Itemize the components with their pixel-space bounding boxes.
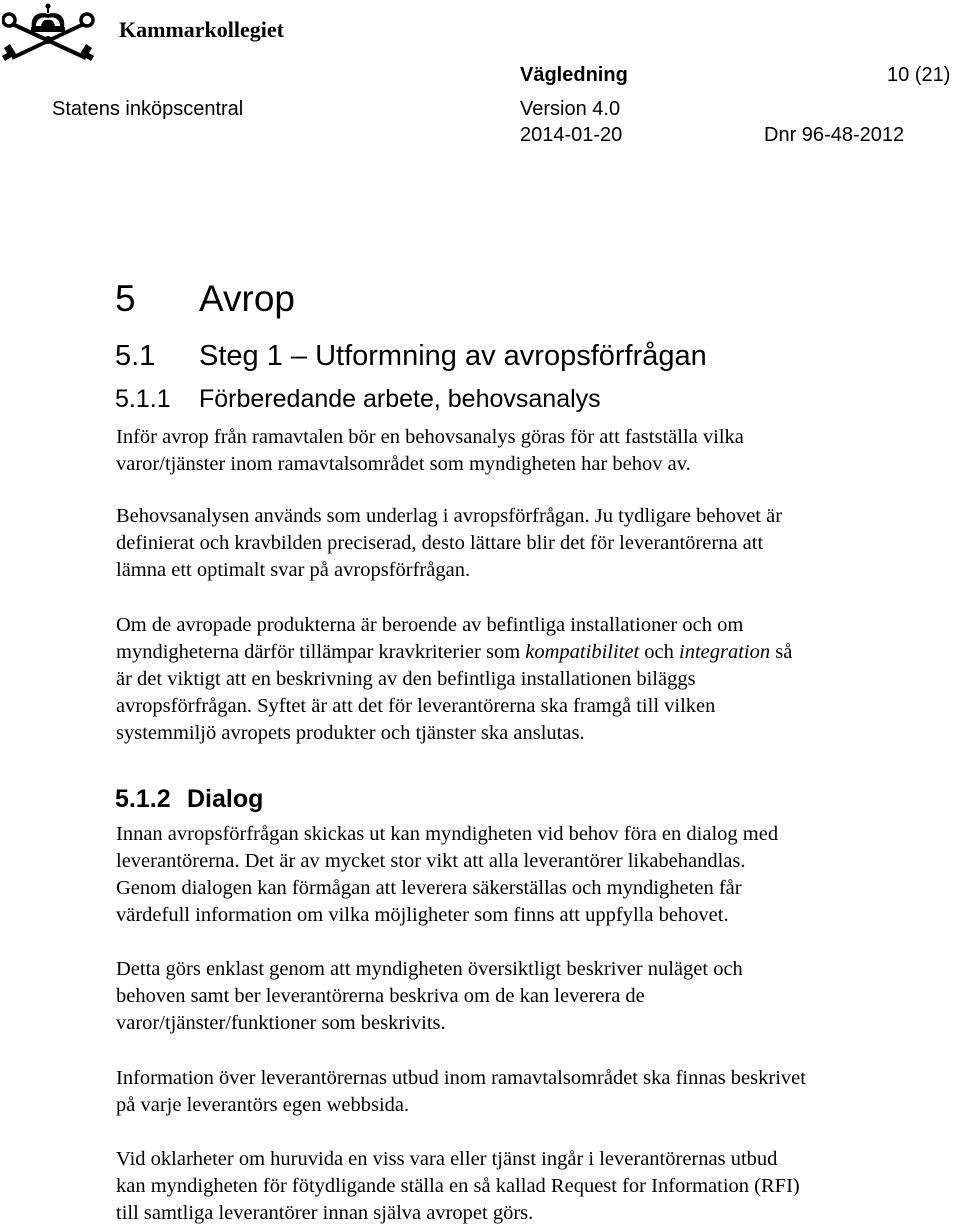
text-run: och [639,641,680,663]
text-line: Inför avrop från ramavtalen bör en behovsanalys göras för att fastställa vilka [116,426,744,448]
reference-number: Dnr 96-48-2012 [764,124,905,146]
heading-1-text: Avrop [199,278,295,319]
text-line [116,639,792,666]
document-date: 2014-01-20 [520,124,623,146]
organization-name: Kammarkollegiet [119,17,284,42]
heading-3-behovsanalys [115,385,601,414]
text-line: Vid oklarheter om huruvida en viss vara eller tjänst ingår i leverantörernas utbud [116,1148,778,1170]
text-line: avropsförfrågan. Syftet är att det för leverantörerna ska framgå till vilken [116,695,716,717]
heading-2-text: Steg 1 – Utformning av avropsförfrågan [199,340,707,372]
heading-3-number: 5.1.1 [115,385,171,413]
heading-3-text: Dialog [187,785,264,813]
text-line: Behovsanalysen används som underlag i avropsförfrågan. Ju tydligare behovet är [116,505,783,527]
text-line: behoven samt ber leverantörerna beskriva om de kan leverera de [116,985,645,1007]
text-line: Detta görs enklast genom att myndigheten översiktligt beskriver nuläget och [116,958,743,980]
heading-3-number: 5.1.2 [115,785,171,813]
text-line: varor/tjänster inom ramavtalsområdet som myndigheten har behov av. [116,453,691,475]
paragraph-befintliga-installationer [116,612,792,747]
text-line: värdefull information om vilka möjligheter som finns att uppfylla behovet. [116,904,729,926]
paragraph-dialog [116,821,778,929]
paragraph-nulaget [116,956,743,1037]
heading-3-dialog [115,785,263,814]
heading-1 [115,278,295,320]
text-line: varor/tjänster/funktioner som beskrivits. [116,1012,446,1034]
text-line: Om de avropade produkterna är beroende av befintliga installationer och om [116,614,744,636]
version: Version 4.0 [520,98,621,120]
text-line: är det viktigt att en beskrivning av den befintliga installationen biläggs [116,668,696,690]
heading-2 [115,340,707,373]
text-line: Genom dialogen kan förmågan att leverera säkerställas och myndigheten får [116,877,742,899]
heading-2-number: 5.1 [115,340,156,372]
text-line: till samtliga leverantörer innan själva avropet görs. [116,1202,534,1224]
department: Statens inköpscentral [52,98,244,120]
paragraph-rfi [116,1146,800,1227]
text-line: definierat och kravbilden preciserad, desto lättare blir det för leverantörerna att [116,532,764,554]
text-line: lämna ett optimalt svar på avropsförfrågan. [116,559,471,581]
paragraph-underlag [116,503,782,584]
paragraph-behovsanalys-intro [116,424,744,478]
heading-3-text: Förberedande arbete, behovsanalys [199,385,601,413]
text-line: Innan avropsförfrågan skickas ut kan myndigheten vid behov föra en dialog med [116,823,779,845]
emphasis-kompatibilitet: kompatibilitet [525,641,640,663]
text-line: systemmiljö avropets produkter och tjänster ska anslutas. [116,722,585,744]
text-line: Information över leverantörernas utbud inom ramavtalsområdet ska finnas beskrivet [116,1067,806,1089]
text-run: så [770,641,793,663]
heading-1-number: 5 [115,278,136,319]
text-line: leverantörerna. Det är av mycket stor vikt att alla leverantörer likabehandlas. [116,850,746,872]
emphasis-integration: integration [679,641,771,663]
crown-keys-logo-icon [2,2,110,64]
text-line: kan myndigheten för fötydligande ställa en så kallad Request for Information (RFI) [116,1175,800,1197]
document-type: Vägledning [520,64,628,86]
text-run: myndigheterna därför tillämpar kravkriterier som [116,641,526,663]
page-number: 10 (21) [887,64,951,86]
paragraph-utbud [116,1065,806,1119]
text-line: på varje leverantörs egen webbsida. [116,1094,410,1116]
